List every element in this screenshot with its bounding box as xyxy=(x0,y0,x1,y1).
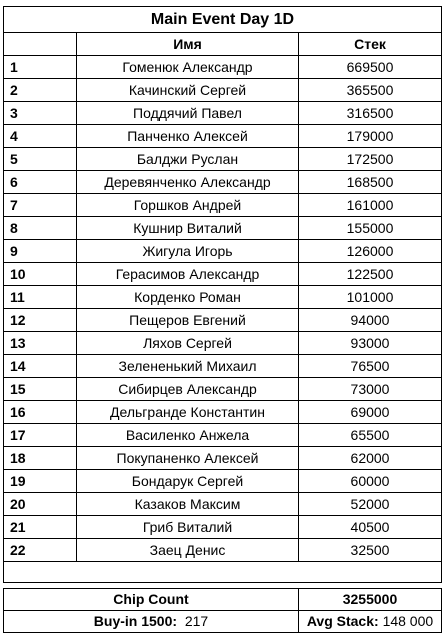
name-cell: Гоменюк Александр xyxy=(77,56,299,79)
rank-cell: 4 xyxy=(4,125,77,148)
rank-cell: 19 xyxy=(4,470,77,493)
chip-count-label: Chip Count xyxy=(4,589,299,611)
name-cell: Поддячий Павел xyxy=(77,102,299,125)
name-cell: Зелененький Михаил xyxy=(77,355,299,378)
rank-cell: 2 xyxy=(4,79,77,102)
table-row xyxy=(4,125,442,148)
stack-cell: 669500 xyxy=(299,56,442,79)
name-cell: Бондарук Сергей xyxy=(77,470,299,493)
spacer-row xyxy=(4,562,442,583)
table-row xyxy=(4,424,442,447)
stack-cell: 60000 xyxy=(299,470,442,493)
rank-cell: 12 xyxy=(4,309,77,332)
rank-cell: 9 xyxy=(4,240,77,263)
rank-cell: 17 xyxy=(4,424,77,447)
stack-cell: 69000 xyxy=(299,401,442,424)
standings-table xyxy=(3,6,442,583)
table-row xyxy=(4,79,442,102)
name-cell: Казаков Максим xyxy=(77,493,299,516)
spacer-cell xyxy=(4,562,442,583)
stack-cell: 65500 xyxy=(299,424,442,447)
summary-table xyxy=(3,588,442,633)
name-cell: Кушнир Виталий xyxy=(77,217,299,240)
avg-stack-label: Avg Stack: xyxy=(306,613,379,629)
table-row xyxy=(4,56,442,79)
stack-cell: 168500 xyxy=(299,171,442,194)
table-row xyxy=(4,217,442,240)
name-cell: Ляхов Сергей xyxy=(77,332,299,355)
rank-cell: 16 xyxy=(4,401,77,424)
title-row xyxy=(4,7,442,33)
table-row xyxy=(4,401,442,424)
rank-cell: 6 xyxy=(4,171,77,194)
stack-cell: 94000 xyxy=(299,309,442,332)
rank-cell: 22 xyxy=(4,539,77,562)
rank-cell: 14 xyxy=(4,355,77,378)
table-row xyxy=(4,539,442,562)
chip-count-row xyxy=(4,589,442,611)
name-cell: Сибирцев Александр xyxy=(77,378,299,401)
stack-cell: 172500 xyxy=(299,148,442,171)
table-row xyxy=(4,240,442,263)
name-cell: Покупаненко Алексей xyxy=(77,447,299,470)
rank-cell: 18 xyxy=(4,447,77,470)
table-row xyxy=(4,447,442,470)
name-cell: Гриб Виталий xyxy=(77,516,299,539)
table-row xyxy=(4,309,442,332)
rank-cell: 20 xyxy=(4,493,77,516)
name-cell: Панченко Алексей xyxy=(77,125,299,148)
header-row xyxy=(4,33,442,56)
name-cell: Заец Денис xyxy=(77,539,299,562)
stack-cell: 161000 xyxy=(299,194,442,217)
table-row xyxy=(4,194,442,217)
stack-cell: 73000 xyxy=(299,378,442,401)
table-row xyxy=(4,263,442,286)
name-cell: Качинский Сергей xyxy=(77,79,299,102)
rank-cell: 13 xyxy=(4,332,77,355)
stack-cell: 179000 xyxy=(299,125,442,148)
stack-cell: 365500 xyxy=(299,79,442,102)
table-row xyxy=(4,493,442,516)
table-row xyxy=(4,148,442,171)
name-header: Имя xyxy=(77,33,299,56)
name-cell: Деревянченко Александр xyxy=(77,171,299,194)
table-row xyxy=(4,286,442,309)
table-row xyxy=(4,470,442,493)
name-cell: Жигула Игорь xyxy=(77,240,299,263)
rank-header xyxy=(4,33,77,56)
name-cell: Пещеров Евгений xyxy=(77,309,299,332)
stack-cell: 32500 xyxy=(299,539,442,562)
rank-cell: 3 xyxy=(4,102,77,125)
stack-cell: 316500 xyxy=(299,102,442,125)
table-row xyxy=(4,102,442,125)
stack-header: Стек xyxy=(299,33,442,56)
stack-cell: 62000 xyxy=(299,447,442,470)
table-row xyxy=(4,378,442,401)
rank-cell: 5 xyxy=(4,148,77,171)
table-row xyxy=(4,516,442,539)
name-cell: Балджи Руслан xyxy=(77,148,299,171)
rank-cell: 7 xyxy=(4,194,77,217)
table-row xyxy=(4,171,442,194)
rank-cell: 1 xyxy=(4,56,77,79)
name-cell: Дельгранде Константин xyxy=(77,401,299,424)
standings-sheet xyxy=(3,6,441,583)
table-row xyxy=(4,332,442,355)
stack-cell: 126000 xyxy=(299,240,442,263)
avg-stack-value: 148 000 xyxy=(382,613,434,629)
stack-cell: 93000 xyxy=(299,332,442,355)
buyin-label: Buy-in 1500: xyxy=(93,613,178,629)
name-cell: Василенко Анжела xyxy=(77,424,299,447)
rank-cell: 11 xyxy=(4,286,77,309)
stack-cell: 155000 xyxy=(299,217,442,240)
table-row xyxy=(4,355,442,378)
avg-stack-cell xyxy=(299,611,442,633)
stack-cell: 101000 xyxy=(299,286,442,309)
buyin-cell xyxy=(4,611,299,633)
rank-cell: 10 xyxy=(4,263,77,286)
buyin-value: 217 xyxy=(184,613,209,629)
rank-cell: 21 xyxy=(4,516,77,539)
rank-cell: 15 xyxy=(4,378,77,401)
rank-cell: 8 xyxy=(4,217,77,240)
stack-cell: 76500 xyxy=(299,355,442,378)
name-cell: Горшков Андрей xyxy=(77,194,299,217)
summary-section xyxy=(3,588,441,633)
stack-cell: 52000 xyxy=(299,493,442,516)
stack-cell: 40500 xyxy=(299,516,442,539)
stack-cell: 122500 xyxy=(299,263,442,286)
name-cell: Корденко Роман xyxy=(77,286,299,309)
chip-count-value: 3255000 xyxy=(299,589,442,611)
page-title: Main Event Day 1D xyxy=(4,7,442,33)
buyin-row xyxy=(4,611,442,633)
name-cell: Герасимов Александр xyxy=(77,263,299,286)
